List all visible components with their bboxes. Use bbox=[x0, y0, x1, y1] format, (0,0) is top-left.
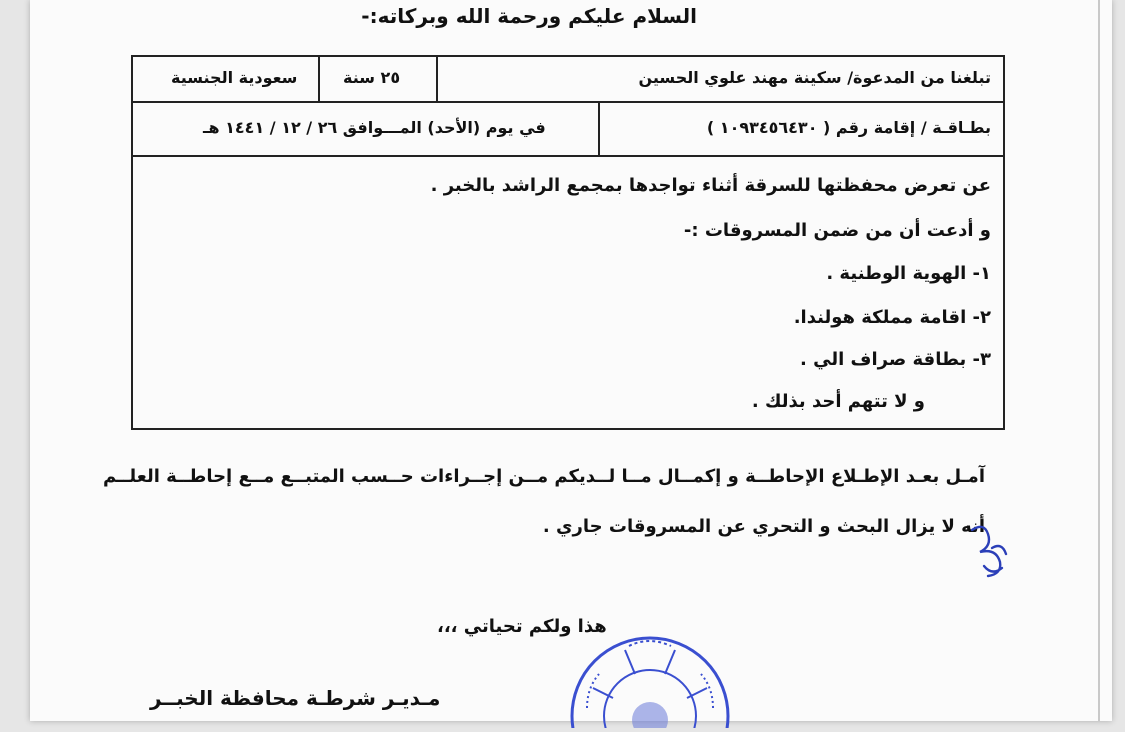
id-card-number: بطـاقـة / إقامة رقم ( ١٠٩٣٤٥٦٤٣٠ ) bbox=[706, 118, 991, 137]
reporter-name: تبلغنا من المدعوة/ سكينة مهند علوي الحسين bbox=[638, 68, 991, 87]
official-seal bbox=[565, 628, 735, 732]
reporter-age: ٢٥ سنة bbox=[343, 68, 401, 87]
statement-line: و أدعت أن من ضمن المسروقات :- bbox=[683, 220, 991, 241]
stolen-item: ٢- اقامة مملكة هولندا. bbox=[793, 307, 991, 328]
statement-line: و لا تتهم أحد بذلك . bbox=[751, 391, 925, 412]
signer-title: مـديـر شرطـة محافظة الخبــر bbox=[150, 686, 441, 710]
table-row-divider bbox=[133, 101, 1003, 103]
handwritten-initials bbox=[962, 518, 1032, 592]
stolen-item: ١- الهوية الوطنية . bbox=[826, 263, 991, 284]
report-date: في يوم (الأحد) المـــوافق ٢٦ / ١٢ / ١٤٤١ هـ bbox=[203, 118, 546, 137]
report-info-table bbox=[131, 55, 1005, 430]
request-paragraph-line: أنه لا يزال البحث و التحري عن المسروقات جاري . bbox=[542, 516, 985, 537]
reporter-nationality: سعودية الجنسية bbox=[171, 68, 298, 87]
table-col-divider bbox=[318, 57, 320, 101]
table-col-divider bbox=[598, 101, 600, 155]
request-paragraph-line: آمـل بعـد الإطـلاع الإحاطــة و إكمــال مــا لــديكم مــن إجــراءات حــسب المتبــع مــع إحاطــة العلــم bbox=[103, 466, 985, 487]
closing-line: هذا ولكم تحياتي ،،، bbox=[437, 616, 607, 637]
greeting-line: السلام عليكم ورحمة الله وبركاته:- bbox=[361, 4, 697, 28]
table-row-divider bbox=[133, 155, 1003, 157]
stolen-item: ٣- بطاقة صراف الي . bbox=[800, 349, 991, 370]
table-col-divider bbox=[436, 57, 438, 101]
statement-line: عن تعرض محفظتها للسرقة أثناء تواجدها بمجمع الراشد بالخبر . bbox=[430, 175, 991, 196]
page-edge-line bbox=[1098, 0, 1100, 721]
